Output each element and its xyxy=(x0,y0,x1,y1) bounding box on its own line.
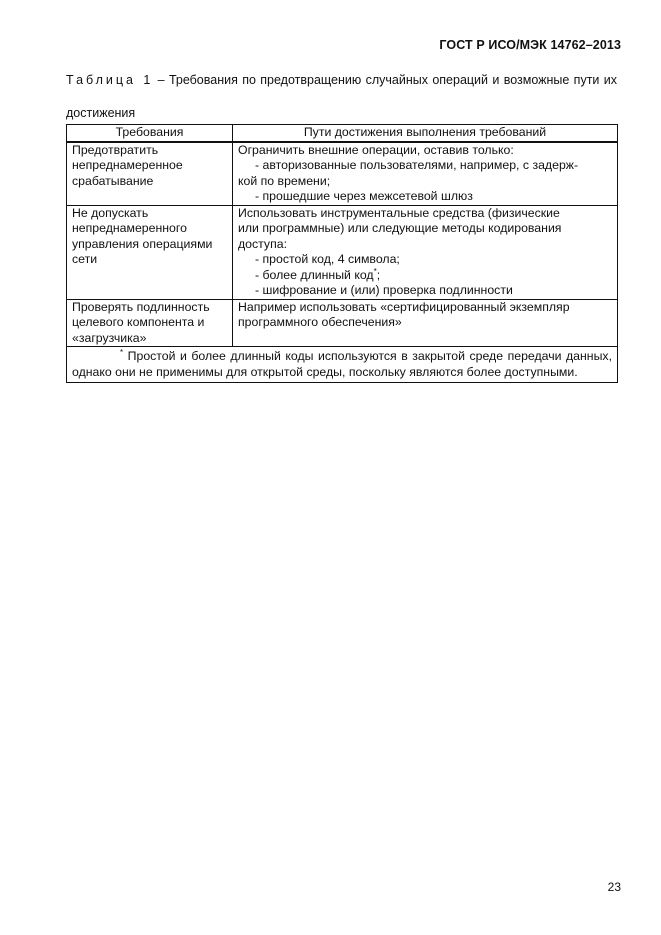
table-caption-dash: – xyxy=(157,73,165,87)
document-code: ГОСТ Р ИСО/МЭК 14762–2013 xyxy=(439,38,621,52)
ways-line: - простой код, 4 символа; xyxy=(255,252,400,266)
ways-cell xyxy=(233,299,618,347)
requirement-cell xyxy=(67,299,233,347)
ways-line xyxy=(238,268,612,284)
table-row xyxy=(67,142,618,206)
table-header-row xyxy=(67,125,618,142)
requirement-line: «загрузчика» xyxy=(72,330,147,345)
ways-line: - авторизованные пользователями, например, с задерж- xyxy=(255,158,579,172)
ways-cell xyxy=(233,142,618,206)
column-header-ways: Пути достижения выполнения требований xyxy=(233,125,618,142)
requirement-line: Проверять подлинность xyxy=(72,299,210,314)
requirement-line: Предотвратить xyxy=(72,142,159,157)
footnote-marker: * xyxy=(373,266,377,276)
ways-line-punct: ; xyxy=(376,267,381,282)
ways-line: программного обеспечения» xyxy=(238,315,402,329)
requirement-line: целевого компонента и xyxy=(72,315,205,329)
ways-line: Использовать инструментальные средства (физические xyxy=(238,205,560,220)
requirement-line: непреднамеренное xyxy=(72,158,183,172)
requirement-line: сети xyxy=(72,252,98,266)
ways-cell xyxy=(233,205,618,299)
ways-line: - прошедшие через межсетевой шлюз xyxy=(255,189,473,203)
table-footnote-row xyxy=(67,347,618,383)
requirements-table xyxy=(66,124,618,383)
footnote-marker: * xyxy=(120,347,124,357)
table-row xyxy=(67,205,618,299)
footnote-text: Простой и более длинный коды используются в закрытой среде передачи данных, однако они не применимы для открытой среды, поскольку являются более доступными. xyxy=(72,349,613,379)
ways-line: Ограничить внешние операции, оставив только: xyxy=(238,142,514,157)
requirement-cell xyxy=(67,205,233,299)
requirement-line: Не допускать xyxy=(72,205,149,220)
requirement-cell xyxy=(67,142,233,206)
requirement-line: срабатывание xyxy=(72,173,154,188)
table-caption-label: Таблица 1 xyxy=(66,73,154,87)
ways-line: доступа: xyxy=(238,236,287,251)
footnote-cell xyxy=(67,347,618,383)
requirement-line: управления операциями xyxy=(72,236,213,251)
page-number: 23 xyxy=(607,880,621,894)
ways-line: - шифрование и (или) проверка подлинности xyxy=(255,283,513,297)
ways-line: кой по времени; xyxy=(238,173,331,188)
table-caption-text: Требования по предотвращению случайных операций и возможные пути их достижения xyxy=(66,73,617,120)
ways-line-text: - более длинный код xyxy=(255,267,374,282)
requirement-line: непреднамеренного xyxy=(72,221,187,235)
ways-line: Например использовать «сертифицированный экземпляр xyxy=(238,299,570,314)
ways-line: или программные) или следующие методы кодирования xyxy=(238,221,562,235)
column-header-requirements: Требования xyxy=(67,125,233,142)
table-caption xyxy=(66,64,617,130)
table-row xyxy=(67,299,618,347)
